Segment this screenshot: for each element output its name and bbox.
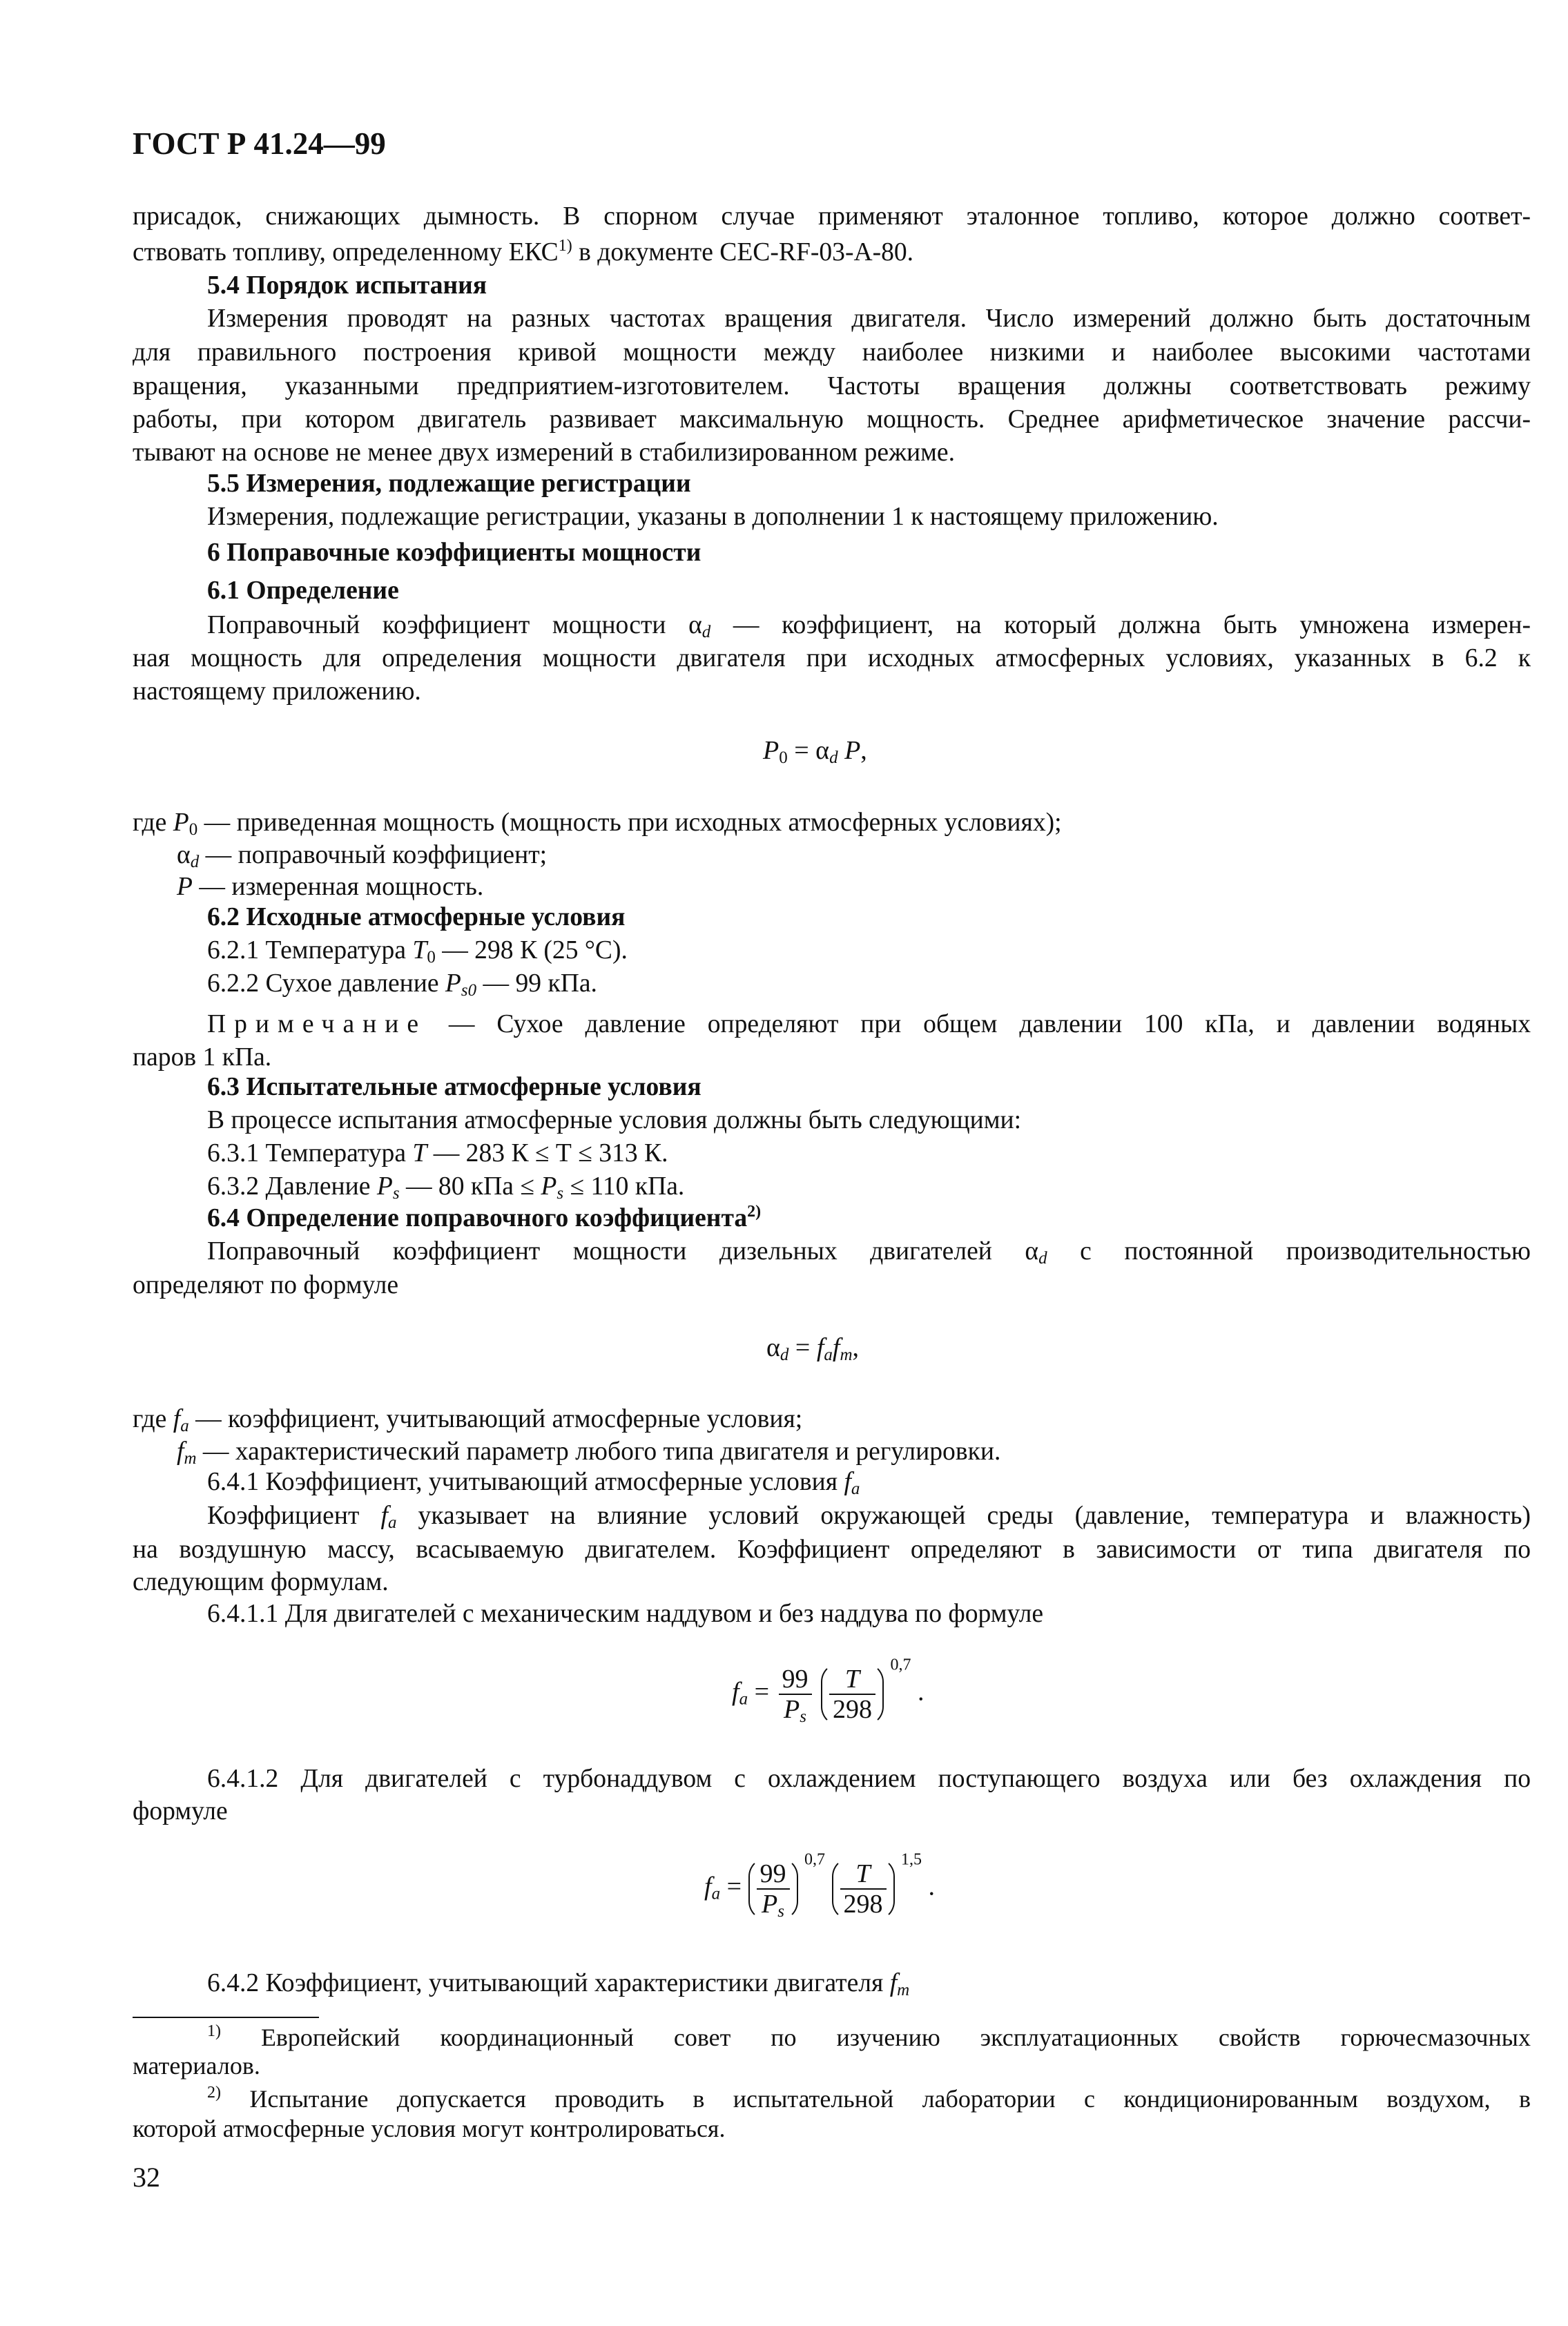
- footnote-line: $^{2)}$ Испытание допускается проводить в испытательной лаборатории с кондиционированным воздухом, в: [207, 2084, 1531, 2113]
- paragraph-line: ствовать топливу, определенному ЕКС$^{1)}$ в документе СЕС-RF-03-А-80.: [133, 237, 914, 266]
- definition-line: P — измеренная мощность.: [177, 873, 484, 901]
- formula-alpha: $\alpha_d = f_af_m$,: [766, 1333, 860, 1364]
- section-heading: 6.2 Исходные атмосферные условия: [207, 903, 626, 931]
- paragraph-line: Измерения, подлежащие регистрации, указаны в дополнении 1 к настоящему приложению.: [207, 503, 1219, 531]
- paragraph-line: 6.4.1.1 Для двигателей с механическим наддувом и без наддува по формуле: [207, 1600, 1044, 1628]
- paragraph-line: работы, при котором двигатель развивает максимальную мощность. Среднее арифметическое значение рассчи-: [133, 405, 1531, 434]
- paragraph-line: присадок, снижающих дымность. В спорном случае применяют эталонное топливо, которое должно соответ-: [133, 202, 1531, 231]
- paragraph-line: тывают на основе не менее двух измерений в стабилизированном режиме.: [133, 438, 955, 467]
- paragraph-line: 6.4.1.2 Для двигателей с турбонаддувом с охлаждением поступающего воздуха или без охлаждения по: [207, 1765, 1531, 1793]
- formula-p0: $P_0 = \alpha_d$ P,: [763, 736, 867, 767]
- paragraph-line: для правильного построения кривой мощности между наиболее низкими и наиболее высокими частотами: [133, 338, 1531, 367]
- paragraph-line: 6.2.2 Сухое давление $P_{s0}$ — 99 кПа.: [207, 969, 597, 1000]
- paragraph-line: Коэффициент $f_a$ указывает на влияние условий окружающей среды (давление, температура и влажность): [207, 1502, 1531, 1532]
- section-heading: 6 Поправочные коэффициенты мощности: [207, 539, 701, 567]
- paragraph-line: определяют по формуле: [133, 1271, 399, 1299]
- section-heading: 5.5 Измерения, подлежащие регистрации: [207, 469, 691, 498]
- paragraph-line: формуле: [133, 1797, 228, 1825]
- paragraph-line: 6.3.2 Давление $P_s$ — 80 кПа ≤ $P_s \le 110$ кПа.: [207, 1172, 685, 1203]
- paragraph-line: на воздушную массу, всасываемую двигателем. Коэффициент определяют в зависимости от типа двигателя по: [133, 1535, 1531, 1564]
- definition-line: $\alpha_d$ — поправочный коэффициент;: [177, 841, 548, 871]
- note-line: Примечание — Сухое давление определяют при общем давлении 100 кПа, и давлении водяных: [207, 1010, 1531, 1038]
- paragraph-line: Поправочный коэффициент мощности дизельных двигателей $\alpha_d$ с постоянной производительностью: [207, 1237, 1531, 1268]
- paragraph-line: настоящему приложению.: [133, 677, 421, 706]
- fraction: $\frac{99}{P_s}$: [779, 1665, 812, 1723]
- page-header: ГОСТ Р 41.24—99: [133, 126, 386, 161]
- definition-line: где $f_a$ — коэффициент, учитывающий атмосферные условия;: [133, 1405, 803, 1435]
- footnote-ref: 2): [747, 1203, 762, 1221]
- footnote-separator: [133, 2017, 319, 2018]
- fraction: $\frac{T}{298}$: [829, 1665, 875, 1723]
- fraction: $\frac{T}{298}$: [840, 1860, 887, 1918]
- paragraph-line: Измерения проводят на разных частотах вращения двигателя. Число измерений должно быть достаточным: [207, 304, 1531, 333]
- definition-line: где $P_0$ — приведенная мощность (мощность при исходных атмосферных условиях);: [133, 808, 1062, 839]
- section-heading: 6.3 Испытательные атмосферные условия: [207, 1073, 701, 1101]
- paragraph-line: вращения, указанными предприятием-изготовителем. Частоты вращения должны соответствовать режиму: [133, 372, 1531, 400]
- paragraph-line: 6.3.1 Температура T — 283 К ≤ Т ≤ 313 К.: [207, 1139, 668, 1167]
- section-heading: 6.1 Определение: [207, 576, 399, 605]
- footnote-mark: 1): [207, 2022, 221, 2040]
- paragraph-line: следующим формулам.: [133, 1568, 389, 1596]
- section-heading: 6.4 Определение поправочного коэффициента$^{2)}$: [207, 1203, 762, 1232]
- footnote-ref: 1): [558, 237, 572, 255]
- definition-line: $f_m$ — характеристический параметр любого типа двигателя и регулировки.: [177, 1437, 1001, 1468]
- parenthesis: [832, 1857, 895, 1921]
- formula-fa-2: $f_a$ = $\frac{99}{P_s}$ $^{0,7}$ $\frac{T}{298}$ $^{1,5}$ .: [704, 1850, 935, 1921]
- paragraph-line: ная мощность для определения мощности двигателя при исходных атмосферных условиях, указанных в 6.2 к: [133, 644, 1531, 672]
- formula-fa-1: $f_a$ = $\frac{99}{P_s}$ $\frac{T}{298}$ $^{0,7}$ .: [732, 1656, 925, 1726]
- fraction: $\frac{99}{P_s}$: [757, 1860, 790, 1918]
- paragraph-line: Поправочный коэффициент мощности $\alpha_d$ — коэффициент, на который должна быть умножена измерен-: [207, 611, 1531, 641]
- note-line: паров 1 кПа.: [133, 1043, 272, 1072]
- paragraph-line: 6.4.2 Коэффициент, учитывающий характеристики двигателя $f_m$: [207, 1969, 910, 1999]
- footnote-line: которой атмосферные условия могут контролироваться.: [133, 2115, 726, 2142]
- parenthesis: [748, 1857, 798, 1921]
- paragraph-line: В процессе испытания атмосферные условия должны быть следующими:: [207, 1106, 1022, 1134]
- section-heading: 5.4 Порядок испытания: [207, 271, 487, 300]
- parenthesis: [821, 1663, 884, 1726]
- footnote-line: $^{1)}$ Европейский координационный совет по изучению эксплуатационных свойств горючесмазочных: [207, 2022, 1531, 2051]
- page-number: 32: [133, 2162, 160, 2193]
- footnote-line: материалов.: [133, 2052, 260, 2080]
- footnote-mark: 2): [207, 2084, 221, 2102]
- paragraph-line: 6.2.1 Температура $T_0$ — 298 К (25 °С).: [207, 936, 628, 967]
- paragraph-line: 6.4.1 Коэффициент, учитывающий атмосферные условия $f_a$: [207, 1468, 860, 1498]
